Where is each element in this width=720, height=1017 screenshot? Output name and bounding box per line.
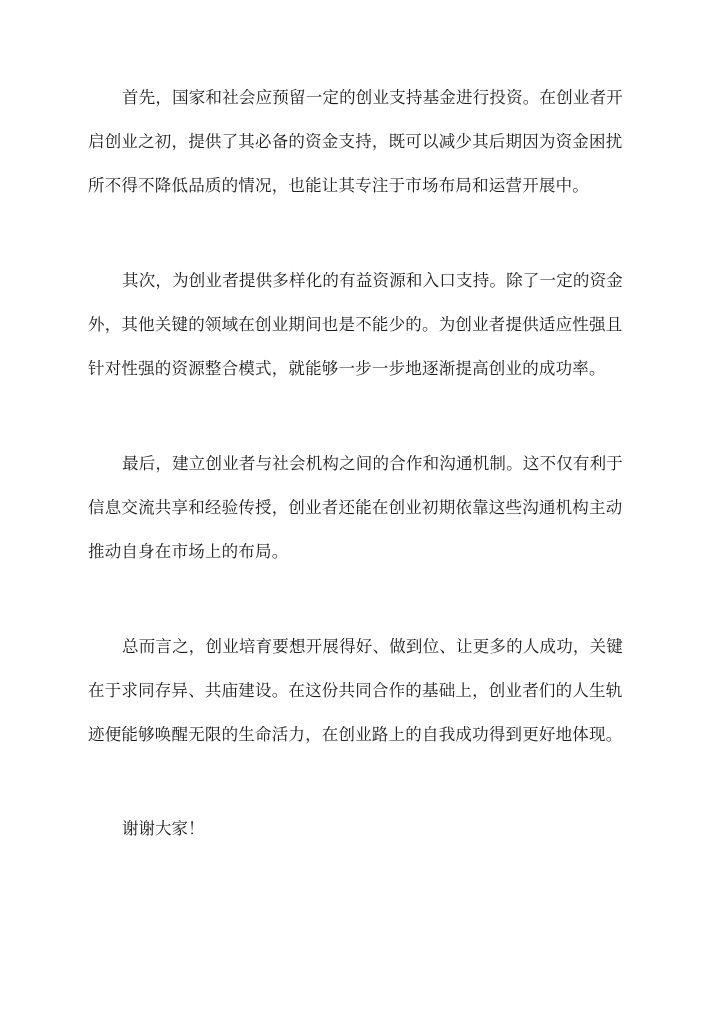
closing-remark: 谢谢大家！ <box>122 819 205 838</box>
paragraph-third: 最后，建立创业者与社会机构之间的合作和沟通机制。这不仅有利于信息交流共享和经验传授，创业者还能在创业初期依靠这些沟通机构主动推动自身在市场上的布局。 <box>88 454 623 561</box>
paragraph-second: 其次，为创业者提供多样化的有益资源和入口支持。除了一定的资金外，其他关键的领域在创业期间也是不能少的。为创业者提供适应性强且针对性强的资源整合模式，就能够一步一步地逐渐提高创业的成功率。 <box>88 271 623 378</box>
paragraph-conclusion: 总而言之，创业培育要想开展得好、做到位、让更多的人成功，关键在于求同存异、共庙建设。在这份共同合作的基础上，创业者们的人生轨迹便能够唤醒无限的生命活力，在创业路上的自我成功得到更好地体现。 <box>88 637 623 744</box>
paragraph-first: 首先，国家和社会应预留一定的创业支持基金进行投资。在创业者开启创业之初，提供了其必备的资金支持，既可以减少其后期因为资金困扰所不得不降低品质的情况，也能让其专注于市场布局和运营开展中。 <box>88 88 623 195</box>
